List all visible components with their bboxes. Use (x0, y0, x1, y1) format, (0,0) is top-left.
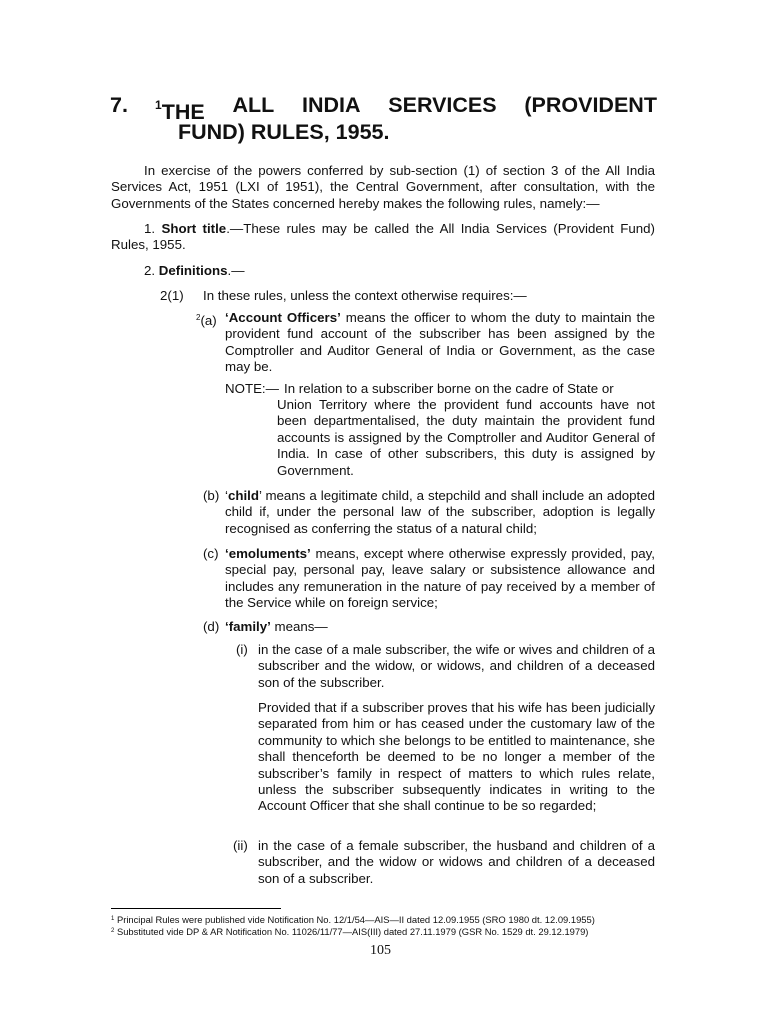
definition-b: ‘child’ means a legitimate child, a stepchild and shall include an adopted child if, under the personal law of the subscriber, adoption is legally recognised as conferring the status of a natural child; (225, 488, 655, 536)
footnote-ref: 1 (155, 98, 162, 112)
note-label: NOTE:— (225, 381, 279, 396)
definition-d: ‘family’ means— (225, 619, 328, 634)
footnote-ref: 2 (196, 313, 201, 322)
rule-title: Definitions (158, 263, 228, 278)
clause-ii: in the case of a female subscriber, the husband and children of a subscriber, and the widow or widows and children of a deceased son of a subscriber. (258, 838, 655, 886)
note-text: Union Territory where the provident fund accounts have not been departmentalised, the duty maintain the provident fund accounts is assigned by the Comptroller and Auditor General of India. In case of other subscribers, this duty is assigned by Government. (277, 397, 655, 478)
page-number: 105 (370, 943, 391, 958)
clause-label: (ii) (233, 838, 248, 853)
title-word: ALL (232, 93, 275, 117)
rule-1-paragraph: 1. Short title.—These rules may be called the All India Services (Provident Fund) Rules, 1955. (111, 221, 655, 253)
footnote-divider (111, 908, 281, 909)
clause-label: (i) (236, 642, 248, 657)
chapter-title-line2: FUND) RULES, 1955. (178, 120, 390, 144)
definition-a: ‘Account Officers’ means the officer to whom the duty to maintain the provident fund account of the subscriber has been assigned by the Comptroller and Auditor General of India or Government, as the case may be. (225, 310, 655, 375)
definition-label: (b) (203, 488, 220, 503)
definition-label: $^2$(a) (196, 313, 217, 328)
footnote: $^1$ Principal Rules were published vide Notification No. 12/1/54—AIS—II dated 12.09.1955 (SRO 1980 dt. 12.09.1955) (111, 914, 595, 925)
definition-label: (c) (203, 546, 219, 561)
defined-term: ‘emoluments’ (225, 546, 311, 561)
rule-number: 2. (144, 263, 156, 278)
subrule-label: 2(1) (160, 288, 184, 303)
chapter-heading (110, 92, 657, 148)
definition-c: ‘emoluments’ means, except where otherwise expressly provided, pay, special pay, personal pay, leave salary or subsistence allowance and includes any remuneration in the nature of pay received by a member of the Service while on foreign service; (225, 546, 655, 611)
defined-term: ‘Account Officers’ (225, 310, 341, 325)
rule-number: 1. (144, 221, 156, 236)
rule-title: Short title (161, 221, 227, 236)
note-first-line: In relation to a subscriber borne on the cadre of State or (284, 381, 614, 396)
defined-term: ‘family’ (225, 619, 271, 634)
subrule-text: In these rules, unless the context otherwise requires:— (203, 288, 527, 303)
preamble-paragraph: In exercise of the powers conferred by sub-section (1) of section 3 of the All India Services Act, 1951 (LXI of 1951), the Central Government, after consultation, with the Governments of the States concerned hereby makes the following rules, namely:— (111, 163, 655, 211)
title-word: INDIA (301, 93, 361, 117)
title-word: (PROVIDENT (524, 93, 657, 117)
chapter-number: 7. (110, 93, 128, 117)
rule-2-paragraph: 2. Definitions.— (144, 263, 245, 278)
proviso-paragraph: Provided that if a subscriber proves that his wife has been judicially separated from him or has ceased under the customary law of the community to which she belongs to be entitled to maintenance, she shall thenceforth be deemed to be no longer a member of the subscriber’s family in respect of matters to which rules relate, unless the subscriber subsequently indicates in writing to the Account Officer that she shall continue to be so regarded; (258, 700, 655, 814)
definition-label: (d) (203, 619, 220, 634)
title-word: SERVICES (388, 93, 497, 117)
title-word: THE (161, 100, 205, 124)
defined-term: child (227, 488, 259, 503)
clause-i: in the case of a male subscriber, the wife or wives and children of a subscriber and the widow, or widows, and children of a deceased son of the subscriber. (258, 642, 655, 690)
footnote: $^2$ Substituted vide DP & AR Notification No. 11026/11/77—AIS(III) dated 27.11.1979 (GSR No. 1529 dt. 29.12.1979) (111, 926, 589, 937)
